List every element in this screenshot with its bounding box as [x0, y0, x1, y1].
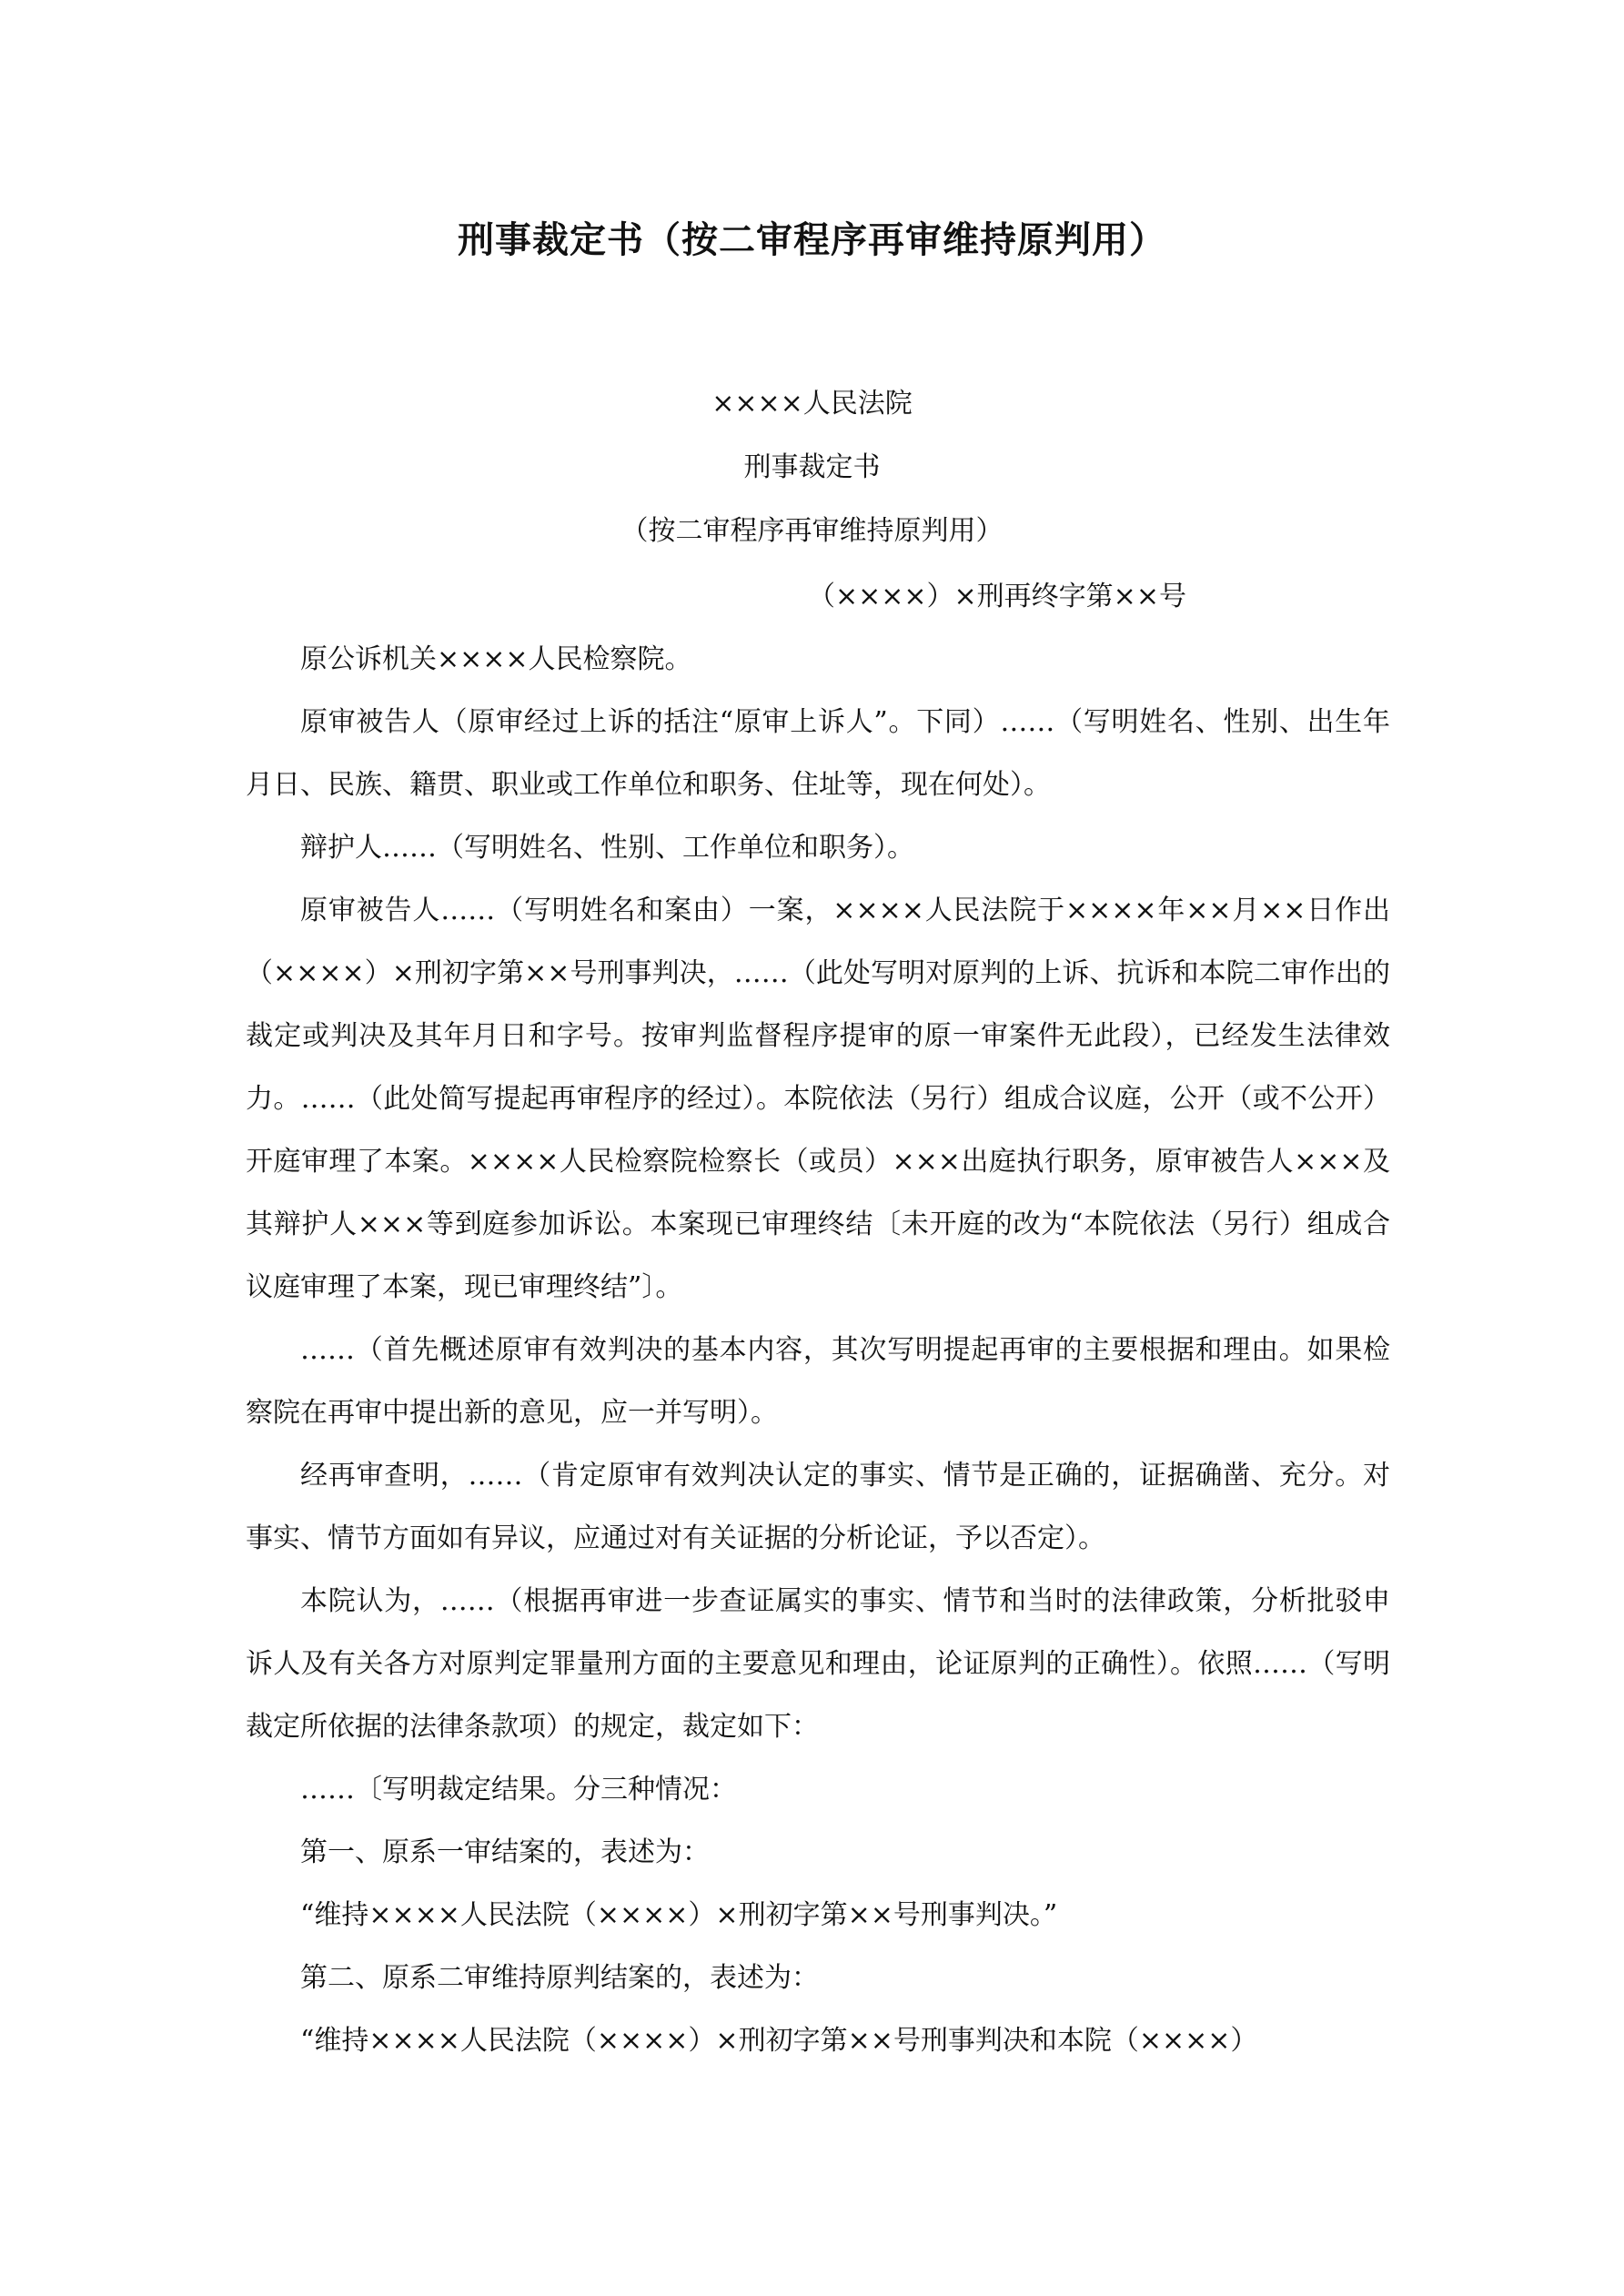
paragraph-court-opinion: 本院认为，……（根据再审进一步查证属实的事实、情节和当时的法律政策，分析批驳申诉人及有关各方对原判定罪量刑方面的主要意见和理由，论证原判的正确性）。依照……（写明裁定所依据的法律条款项）的规定，裁定如下：: [246, 1585, 1390, 1743]
case-number: （××××）×刑再终字第××号: [808, 581, 1186, 612]
paragraph-defendant: 原审被告人（原审经过上诉的括注“原审上诉人”。下同）……（写明姓名、性别、出生年月日、民族、籍贯、职业或工作单位和职务、住址等，现在何处）。: [246, 706, 1390, 801]
paragraph-case-two-text: “维持××××人民法院（××××）×刑初字第××号刑事判决和本院（××××）: [300, 2025, 1258, 2057]
paragraph-findings: 经再审查明，……（肯定原审有效判决认定的事实、情节是正确的，证据确凿、充分。对事实、情节方面如有异议，应通过对有关证据的分析论证，予以否定）。: [246, 1460, 1390, 1554]
paragraph-case-one: 第一、原系一审结案的，表述为：: [300, 1836, 710, 1868]
paragraph-summary: ……（首先概述原审有效判决的基本内容，其次写明提起再审的主要根据和理由。如果检察院在再审中提出新的意见，应一并写明）。: [246, 1334, 1390, 1429]
paragraph-defender: 辩护人……（写明姓名、性别、工作单位和职务）。: [300, 832, 914, 864]
document-title: 刑事裁定书（按二审程序再审维持原判用）: [458, 219, 1166, 261]
paragraph-case-one-text: “维持××××人民法院（××××）×刑初字第××号刑事判决。”: [300, 1899, 1058, 1931]
document-type: 刑事裁定书: [743, 451, 881, 483]
paragraph-prosecutor: 原公诉机关××××人民检察院。: [300, 643, 692, 675]
paragraph-case-history: 原审被告人……（写明姓名和案由）一案，××××人民法院于××××年××月××日作出（××××）×刑初字第××号刑事判决，……（此处写明对原判的上诉、抗诉和本院二审作出的裁定或判决及其年月日和字号。按审判监督程序提审的原一审案件无此段），已经发生法律效力。……（此处简写提起再审程序的经过）。本院依法（另行）组成合议庭，公开（或不公开）开庭审理了本案。××××人民检察院检察长（或员）×××出庭执行职务，原审被告人×××及其辩护人×××等到庭参加诉讼。本案现已审理终结〔未开庭的改为“本院依法（另行）组成合议庭审理了本案，现已审理终结”〕。: [246, 895, 1390, 1303]
paragraph-case-two: 第二、原系二审维持原判结案的，表述为：: [300, 1962, 819, 1994]
document-subtype: （按二审程序再审维持原判用）: [620, 515, 1004, 547]
paragraph-ruling-intro: ……〔写明裁定结果。分三种情况：: [300, 1774, 737, 1805]
court-name: ××××人民法院: [711, 388, 913, 420]
document-body: [246, 628, 1390, 2072]
